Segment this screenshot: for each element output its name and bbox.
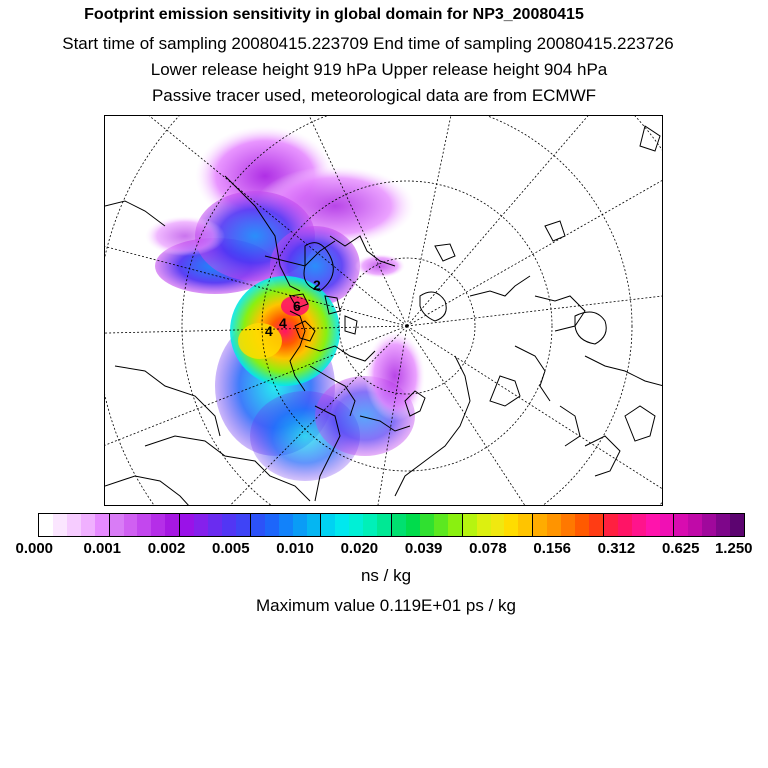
colorbar-segment [434,514,448,536]
colorbar-segment [702,514,716,536]
colorbar-tick-label: 0.010 [276,540,314,557]
colorbar-segment [293,514,307,536]
colorbar-segment [377,514,392,536]
colorbar-tick-label: 0.039 [404,540,443,557]
map-canvas [105,116,663,506]
colorbar-segment [533,514,547,536]
colorbar-segment [618,514,632,536]
colorbar-segment [504,514,518,536]
colorbar-segment [660,514,675,536]
colorbar-segment [688,514,702,536]
colorbar-tick-label: 0.312 [597,540,636,557]
colorbar-segment [208,514,222,536]
colorbar-segment [589,514,604,536]
colorbar-segment [491,514,505,536]
colorbar-segment [518,514,533,536]
colorbar-segment [39,514,53,536]
colorbar-segment [448,514,463,536]
contour-label-6: 6 [293,298,301,314]
colorbar-segment [222,514,236,536]
colorbar-segment [646,514,660,536]
colorbar-segment [335,514,349,536]
colorbar-segment [363,514,377,536]
colorbar-segment [265,514,279,536]
colorbar-segment [137,514,151,536]
colorbar-tick-label: 0.002 [147,540,186,557]
colorbar-segment [81,514,95,536]
colorbar-tick-label: 0.001 [83,540,122,557]
colorbar-segment [604,514,618,536]
colorbar-tick-label: 0.020 [340,540,379,557]
colorbar-tick-label: 0.156 [533,540,571,557]
colorbar [38,513,745,537]
colorbar-tick-label: 0.000 [15,540,54,557]
colorbar-segment [307,514,322,536]
colorbar-segment [124,514,138,536]
colorbar-segment [716,514,730,536]
colorbar-tick-label: 0.625 [661,540,700,557]
max-value-text: Maximum value 0.119E+01 ps / kg [255,596,516,615]
contour-label-2: 2 [313,277,321,293]
colorbar-segment [151,514,165,536]
contour-label-4b: 4 [265,323,273,339]
colorbar-segment [575,514,589,536]
colorbar-segment [420,514,434,536]
contour-label-4a: 4 [279,315,287,331]
colorbar-segment [165,514,180,536]
colorbar-tick-label: 0.078 [469,540,507,557]
colorbar-segment [632,514,646,536]
colorbar-segment [406,514,420,536]
colorbar-segment [392,514,406,536]
colorbar-segment [674,514,688,536]
colorbar-segment [180,514,194,536]
colorbar-segment [95,514,110,536]
tracer-info-line: Passive tracer used, meteorological data are from ECMWF [151,86,597,105]
colorbar-segment [349,514,363,536]
colorbar-segment [561,514,575,536]
colorbar-segment [67,514,81,536]
polar-map [104,115,663,506]
colorbar-ticks [0,540,768,560]
colorbar-segment [279,514,293,536]
colorbar-segment [53,514,67,536]
colorbar-tick-label: 1.250 [714,540,753,557]
colorbar-segment [730,514,744,536]
colorbar-units: ns / kg [360,566,412,585]
colorbar-segment [463,514,477,536]
footprint-field [145,126,425,481]
release-height-line: Lower release height 919 hPa Upper release height 904 hPa [150,60,608,79]
colorbar-segment [477,514,491,536]
colorbar-segment [251,514,265,536]
sampling-time-line: Start time of sampling 20080415.223709 End time of sampling 20080415.223726 [62,34,674,53]
colorbar-segment [547,514,561,536]
colorbar-tick-label: 0.005 [212,540,250,557]
colorbar-segment [110,514,124,536]
colorbar-segment [321,514,335,536]
chart-title: Footprint emission sensitivity in global domain for NP3_20080415 [84,6,584,23]
colorbar-segment [236,514,251,536]
colorbar-segment [194,514,208,536]
